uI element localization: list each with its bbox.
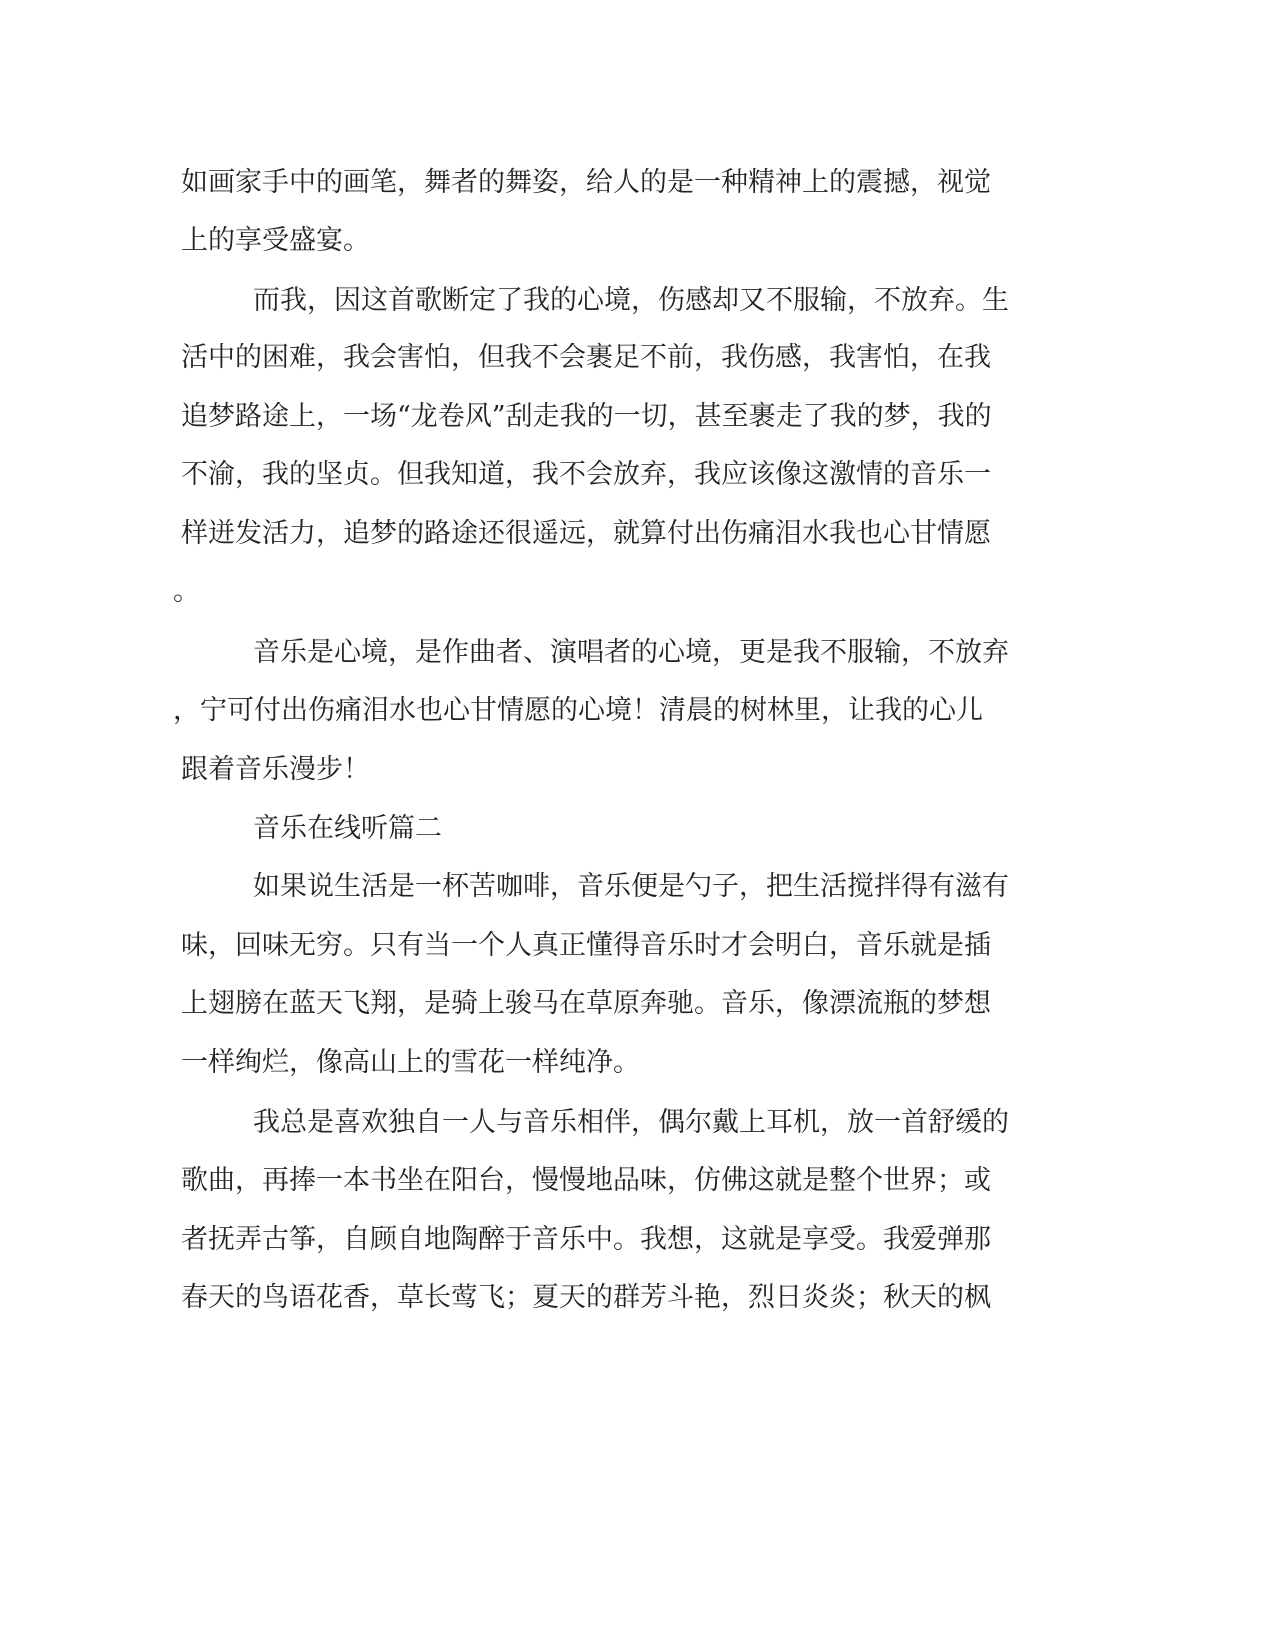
text-line: 跟着音乐漫步！ (181, 754, 370, 785)
text-line: 活中的困难，我会害怕，但我不会裹足不前，我伤感，我害怕，在我 (181, 342, 991, 373)
text-line: 一样绚烂，像高山上的雪花一样纯净。 (181, 1047, 640, 1078)
text-line: 音乐是心境，是作曲者、演唱者的心境，更是我不服输，不放弃 (253, 637, 1009, 668)
text-line: 而我，因这首歌断定了我的心境，伤感却又不服输，不放弃。生 (253, 285, 1009, 316)
text-line: 我总是喜欢独自一人与音乐相伴，偶尔戴上耳机，放一首舒缓的 (253, 1107, 1009, 1138)
text-line: 春天的鸟语花香，草长莺飞；夏天的群芳斗艳，烈日炎炎；秋天的枫 (181, 1282, 991, 1313)
text-line: 不渝，我的坚贞。但我知道，我不会放弃，我应该像这激情的音乐一 (181, 459, 991, 490)
section-heading: 音乐在线听篇二 (253, 813, 442, 844)
text-line: 上翅膀在蓝天飞翔，是骑上骏马在草原奔驰。音乐，像漂流瓶的梦想 (181, 988, 991, 1019)
text-line: 。 (173, 576, 200, 607)
text-line: 样迸发活力，追梦的路途还很遥远，就算付出伤痛泪水我也心甘情愿 (181, 518, 991, 549)
text-line: 歌曲，再捧一本书坐在阳台，慢慢地品味，仿佛这就是整个世界；或 (181, 1165, 991, 1196)
text-line: 味，回味无穷。只有当一个人真正懂得音乐时才会明白，音乐就是插 (181, 930, 991, 961)
text-line: 上的享受盛宴。 (181, 225, 370, 256)
text-line: 者抚弄古筝，自顾自地陶醉于音乐中。我想，这就是享受。我爱弹那 (181, 1224, 991, 1255)
text-line: 追梦路途上，一场“龙卷风”刮走我的一切，甚至裹走了我的梦，我的 (181, 401, 992, 432)
text-line: ，宁可付出伤痛泪水也心甘情愿的心境！清晨的树林里，让我的心儿 (173, 695, 983, 726)
text-line: 如果说生活是一杯苦咖啡，音乐便是勺子，把生活搅拌得有滋有 (253, 871, 1009, 902)
text-line: 如画家手中的画笔，舞者的舞姿，给人的是一种精神上的震撼，视觉 (181, 167, 991, 198)
